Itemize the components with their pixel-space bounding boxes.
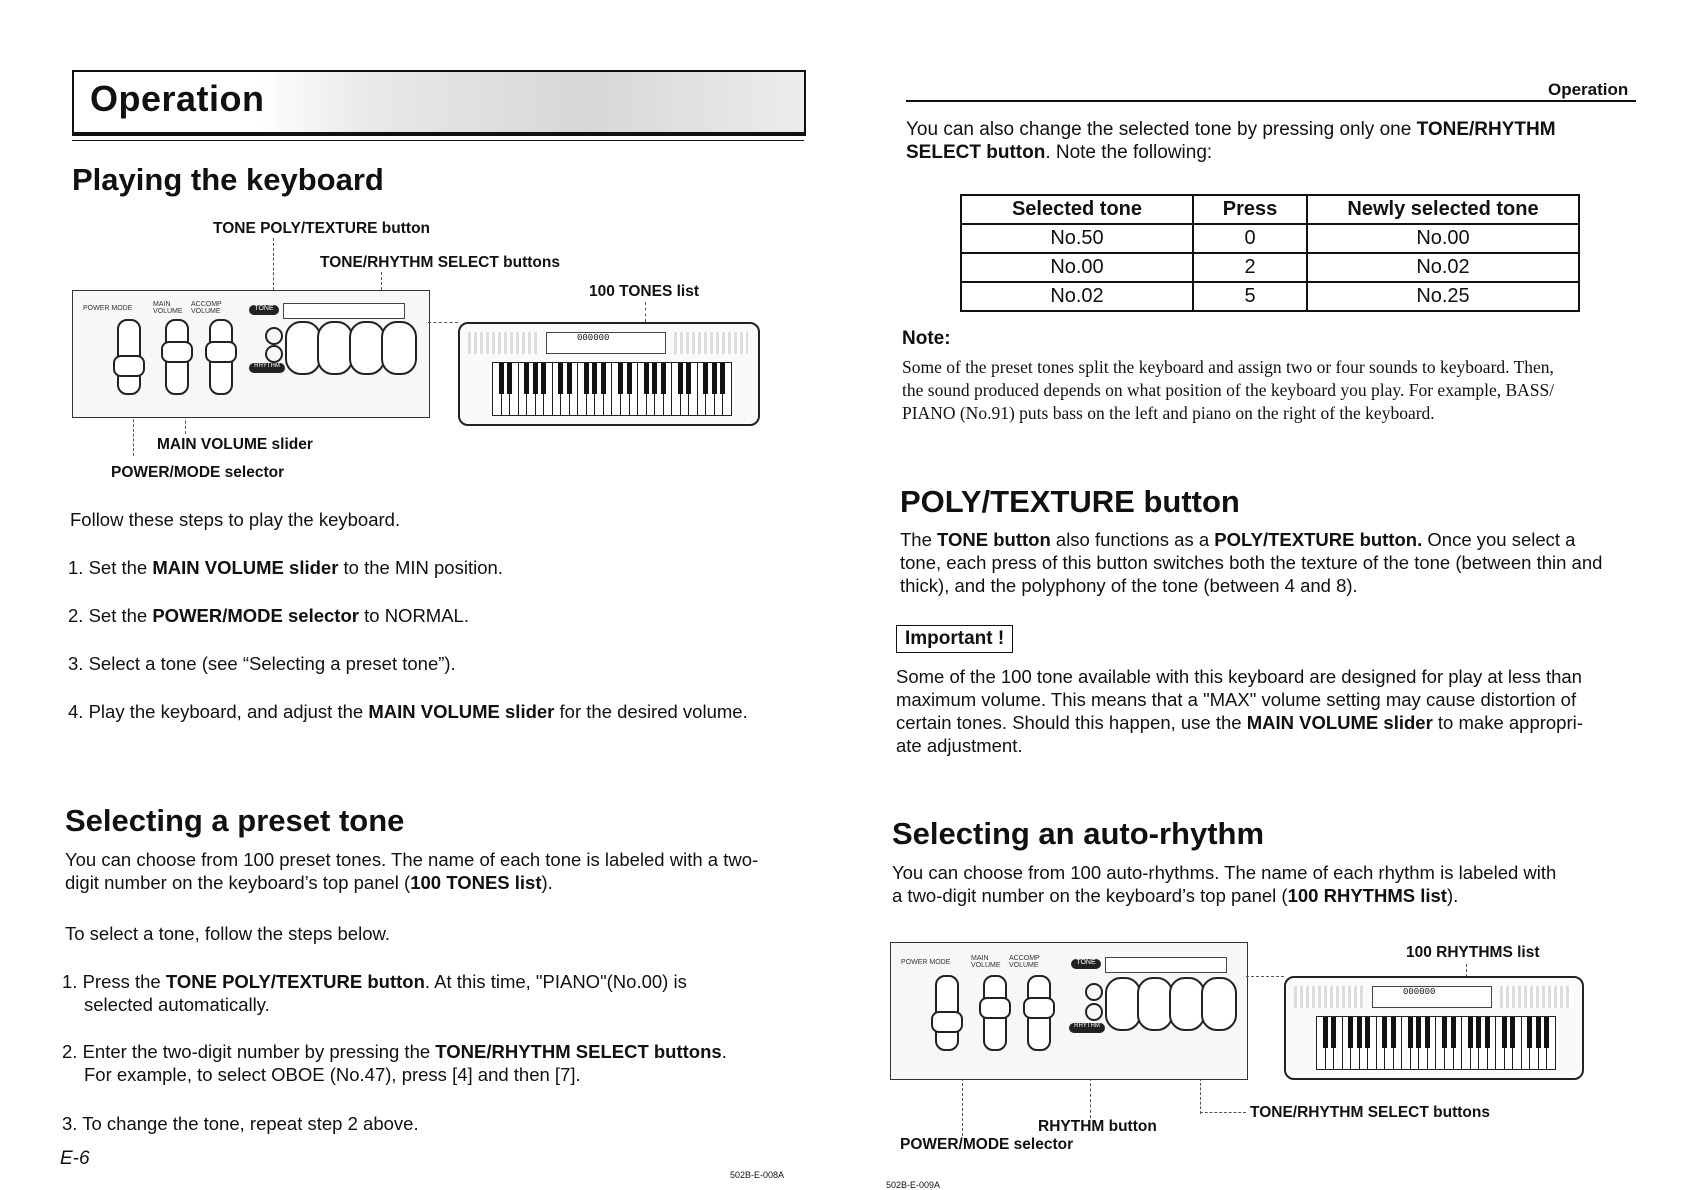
select-button[interactable] xyxy=(285,321,321,375)
accomp-volume-text: ACCOMP VOLUME xyxy=(1009,955,1040,969)
black-key xyxy=(499,363,504,394)
black-key xyxy=(507,363,512,394)
table-cell: No.25 xyxy=(1307,282,1579,311)
tones-list-panel xyxy=(468,332,538,354)
black-key xyxy=(592,363,597,394)
panel-display-strip xyxy=(1105,957,1227,973)
leader-line xyxy=(1200,1078,1201,1114)
black-key xyxy=(1357,1017,1362,1048)
tones-list-panel xyxy=(1294,986,1364,1008)
rhythms-list-panel xyxy=(1500,986,1572,1008)
black-key xyxy=(601,363,606,394)
black-key xyxy=(644,363,649,394)
table-header-row xyxy=(961,195,1579,224)
black-key xyxy=(678,363,683,394)
poly-paragraph: The TONE button also functions as a POLY/TEXTURE button. Once you select a tone, each press of this button switches both the texture of the tone (between thin and thick), and the polyphony of the tone (between 4 and 8). xyxy=(900,529,1603,596)
white-key xyxy=(519,363,528,415)
tone-table xyxy=(960,194,1580,312)
black-key xyxy=(1502,1017,1507,1048)
label-rhythm-button: RHYTHM button xyxy=(1038,1118,1157,1135)
white-key xyxy=(1343,1017,1352,1069)
keyboard-diagram xyxy=(458,322,760,426)
select-button[interactable] xyxy=(1201,977,1237,1031)
page-header: Operation xyxy=(1548,80,1629,99)
black-key xyxy=(567,363,572,394)
black-key xyxy=(618,363,623,394)
power-mode-text: POWER MODE xyxy=(83,305,133,312)
black-key xyxy=(1391,1017,1396,1048)
slider-knob xyxy=(161,341,193,363)
rhythm-paragraph: You can choose from 100 auto-rhythms. The name of each rhythm is labeled with a two-digit number on the keyboard’s top panel (100 RHYTHMS list). xyxy=(892,862,1557,906)
black-key xyxy=(533,363,538,394)
table-cell: 0 xyxy=(1193,224,1307,253)
note-text: Some of the preset tones split the keyboard and assign two or four sounds to keyboard. Then, the sound produced depends on what position of the keyboard you play. For example, BASS/ PIANO (No.91) puts bass on the left and piano on the right of the keyboard. xyxy=(902,357,1555,423)
intro-paragraph: You can also change the selected tone by pressing only one TONE/RHYTHM SELECT button. Note the following: xyxy=(906,119,1556,163)
white-key xyxy=(638,363,647,415)
step-2: 2. Set the POWER/MODE selector to NORMAL. xyxy=(68,605,469,626)
table-cell: No.50 xyxy=(961,224,1193,253)
step-3: 3. To change the tone, repeat step 2 above. xyxy=(62,1113,419,1134)
tone-button[interactable]: TONE xyxy=(1071,959,1101,969)
black-key xyxy=(558,363,563,394)
right-page xyxy=(846,0,1692,1188)
white-key xyxy=(1496,1017,1505,1069)
label-rhythms-list: 100 RHYTHMS list xyxy=(1406,944,1540,961)
power-mode-text: POWER MODE xyxy=(901,959,951,966)
power-mode-selector[interactable] xyxy=(935,975,959,1051)
table-cell: No.00 xyxy=(1307,224,1579,253)
label-tone-poly: TONE POLY/TEXTURE button xyxy=(213,220,431,237)
white-key xyxy=(698,363,707,415)
rhythm-button[interactable]: RHYTHM xyxy=(1069,1023,1105,1033)
connector-line xyxy=(1246,976,1284,977)
slider-knob xyxy=(979,997,1011,1019)
select-button[interactable] xyxy=(1105,977,1141,1031)
black-key xyxy=(524,363,529,394)
slider-knob xyxy=(1023,997,1055,1019)
small-dial[interactable] xyxy=(265,327,283,345)
section-title: POLY/TEXTURE button xyxy=(900,484,1240,519)
white-key xyxy=(1317,1017,1326,1069)
paragraph: To select a tone, follow the steps below. xyxy=(65,923,390,944)
white-key xyxy=(1462,1017,1471,1069)
table-header: Press xyxy=(1193,195,1307,224)
table-header: Selected tone xyxy=(961,195,1193,224)
label-tones-list: 100 TONES list xyxy=(589,283,699,300)
table-row xyxy=(961,282,1579,311)
section-title: Selecting an auto-rhythm xyxy=(892,816,1265,851)
select-button[interactable] xyxy=(349,321,385,375)
step-3: 3. Select a tone (see “Selecting a preset tone”). xyxy=(68,653,456,674)
step-1: 1. Press the TONE POLY/TEXTURE button. At this time, "PIANO"(No.00) is selected automatically. xyxy=(62,971,687,1015)
leader-line xyxy=(1200,1112,1246,1113)
keyboard-display: 000000 xyxy=(546,332,666,354)
table-row xyxy=(961,253,1579,282)
header-rule xyxy=(906,100,1636,102)
small-dial[interactable] xyxy=(1085,983,1103,1001)
main-volume-slider[interactable] xyxy=(165,319,189,395)
white-key xyxy=(612,363,621,415)
label-tone-rhythm-select: TONE/RHYTHM SELECT buttons xyxy=(320,254,560,271)
rhythm-button[interactable]: RHYTHM xyxy=(249,363,285,373)
accomp-volume-slider[interactable] xyxy=(209,319,233,395)
slider-knob xyxy=(931,1011,963,1033)
label-power-mode: POWER/MODE selector xyxy=(900,1136,1074,1153)
piano-keys xyxy=(492,362,732,416)
header-rule xyxy=(72,132,804,136)
select-button[interactable] xyxy=(1169,977,1205,1031)
main-volume-slider[interactable] xyxy=(983,975,1007,1051)
select-button[interactable] xyxy=(1137,977,1173,1031)
table-cell: No.02 xyxy=(961,282,1193,311)
doc-code: 502B-E-008A xyxy=(730,1170,785,1180)
white-key xyxy=(1377,1017,1386,1069)
white-key xyxy=(1522,1017,1531,1069)
page-header: Operation xyxy=(90,78,265,119)
black-key xyxy=(686,363,691,394)
black-key xyxy=(1408,1017,1413,1048)
page-number: E-6 xyxy=(60,1148,90,1169)
important-paragraph: Some of the 100 tone available with this keyboard are designed for play at less than maximum volume. This means that a "MAX" volume setting may cause distortion of certain tones. Should this happen, use the MAIN VOLUME slider to make appropri- ate adjustment. xyxy=(896,666,1583,756)
important-label: Important ! xyxy=(896,625,1013,653)
black-key xyxy=(1416,1017,1421,1048)
note-label: Note: xyxy=(902,328,951,349)
intro-text: Follow these steps to play the keyboard. xyxy=(70,509,401,530)
table-cell: 2 xyxy=(1193,253,1307,282)
keyboard-diagram xyxy=(1284,976,1584,1080)
select-button[interactable] xyxy=(381,321,417,375)
black-key xyxy=(703,363,708,394)
black-key xyxy=(1485,1017,1490,1048)
black-key xyxy=(1331,1017,1336,1048)
control-panel-diagram xyxy=(890,942,1248,1080)
white-key xyxy=(1402,1017,1411,1069)
power-mode-selector[interactable] xyxy=(117,319,141,395)
black-key xyxy=(584,363,589,394)
table-cell: No.00 xyxy=(961,253,1193,282)
header-rule-thin xyxy=(72,140,804,141)
leader-line xyxy=(645,302,646,322)
black-key xyxy=(1527,1017,1532,1048)
white-key xyxy=(493,363,502,415)
small-dial[interactable] xyxy=(265,345,283,363)
white-key xyxy=(672,363,681,415)
label-tone-rhythm-select: TONE/RHYTHM SELECT buttons xyxy=(1250,1104,1490,1121)
section-title: Playing the keyboard xyxy=(72,162,384,197)
black-key xyxy=(1536,1017,1541,1048)
accomp-volume-text: ACCOMP VOLUME xyxy=(191,301,222,315)
white-key xyxy=(578,363,587,415)
accomp-volume-slider[interactable] xyxy=(1027,975,1051,1051)
black-key xyxy=(1348,1017,1353,1048)
leader-line xyxy=(1090,1078,1091,1118)
step-1: 1. Set the MAIN VOLUME slider to the MIN position. xyxy=(68,557,503,578)
left-page xyxy=(0,0,846,1188)
select-button[interactable] xyxy=(317,321,353,375)
table-header: Newly selected tone xyxy=(1307,195,1579,224)
white-key xyxy=(553,363,562,415)
black-key xyxy=(1451,1017,1456,1048)
small-dial[interactable] xyxy=(1085,1003,1103,1021)
black-key xyxy=(712,363,717,394)
black-key xyxy=(1476,1017,1481,1048)
slider-knob xyxy=(113,355,145,377)
black-key xyxy=(1442,1017,1447,1048)
label-main-volume: MAIN VOLUME slider xyxy=(157,436,313,453)
black-key xyxy=(1468,1017,1473,1048)
control-panel-diagram xyxy=(72,290,430,418)
black-key xyxy=(1382,1017,1387,1048)
main-volume-text: MAIN VOLUME xyxy=(971,955,1001,969)
slider-knob xyxy=(205,341,237,363)
black-key xyxy=(541,363,546,394)
black-key xyxy=(1510,1017,1515,1048)
step-2: 2. Enter the two-digit number by pressing the TONE/RHYTHM SELECT buttons. For example, to select OBOE (No.47), press [4] and then [7]. xyxy=(62,1041,727,1085)
doc-code: 502B-E-009A xyxy=(886,1180,941,1190)
keyboard-display: 000000 xyxy=(1372,986,1492,1008)
table-cell: 5 xyxy=(1193,282,1307,311)
black-key xyxy=(1323,1017,1328,1048)
black-key xyxy=(1544,1017,1549,1048)
black-key xyxy=(652,363,657,394)
connector-line xyxy=(428,322,458,323)
black-key xyxy=(627,363,632,394)
tone-button[interactable]: TONE xyxy=(249,305,279,315)
table-cell: No.02 xyxy=(1307,253,1579,282)
table-row xyxy=(961,224,1579,253)
step-4: 4. Play the keyboard, and adjust the MAIN VOLUME slider for the desired volume. xyxy=(68,701,748,722)
black-key xyxy=(1365,1017,1370,1048)
section-title: Selecting a preset tone xyxy=(65,803,405,838)
panel-display-strip xyxy=(283,303,405,319)
black-key xyxy=(720,363,725,394)
black-key xyxy=(661,363,666,394)
label-power-mode: POWER/MODE selector xyxy=(111,464,285,481)
black-key xyxy=(1425,1017,1430,1048)
paragraph: You can choose from 100 preset tones. The name of each tone is labeled with a two- digit number on the keyboard’s top panel (100 TONES list). xyxy=(65,849,759,893)
main-volume-text: MAIN VOLUME xyxy=(153,301,183,315)
piano-keys xyxy=(1316,1016,1556,1070)
leader-line xyxy=(962,1078,963,1136)
white-key xyxy=(1436,1017,1445,1069)
rhythms-list-panel xyxy=(674,332,748,354)
